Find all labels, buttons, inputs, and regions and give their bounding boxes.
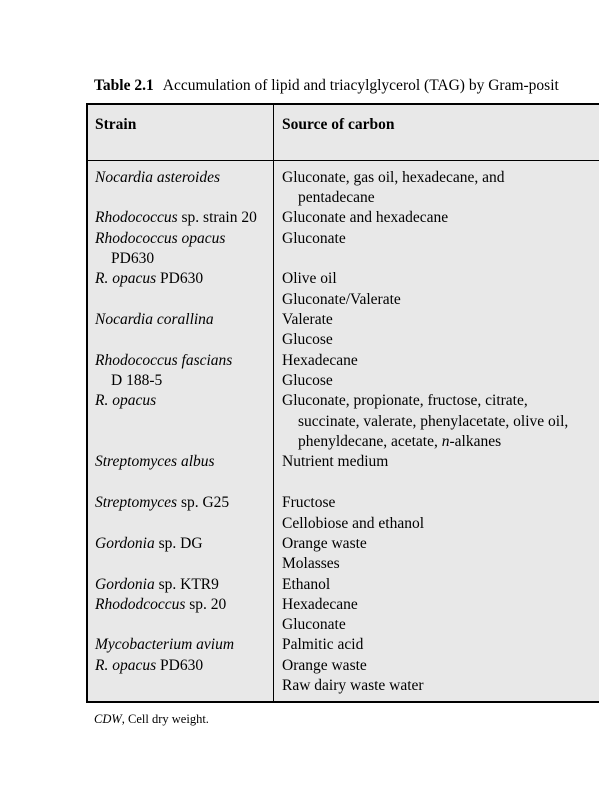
source-cell: Palmitic acid — [282, 636, 364, 653]
caption-text: Accumulation of lipid and triacylglycerol (TAG) by Gram-posit — [162, 77, 559, 94]
source-cell: Valerate — [282, 311, 333, 328]
source-cell: Cellobiose and ethanol — [282, 515, 425, 532]
source-cell: Glucose — [282, 372, 333, 389]
strain-cell: Rhododcoccus sp. 20 — [95, 596, 227, 613]
strain-cell: R. opacus PD630 — [95, 270, 204, 287]
source-cell: Fructose — [282, 494, 336, 511]
strain-cell: Mycobacterium avium — [95, 636, 235, 653]
source-cell: Gluconate, gas oil, hexadecane, and — [282, 169, 505, 186]
strain-cell: Rhodococcus fascians — [95, 352, 233, 369]
strain-cell: Streptomyces sp. G25 — [95, 494, 230, 511]
source-cell: Gluconate/Valerate — [282, 291, 401, 308]
source-cell: Gluconate, propionate, fructose, citrate, — [282, 392, 528, 409]
source-cell: Olive oil — [282, 270, 337, 287]
source-cell: Orange waste — [282, 657, 367, 674]
source-cell: Gluconate — [282, 230, 346, 247]
strain-cell: Rhodococcus sp. strain 20 — [95, 209, 257, 226]
source-cell: Hexadecane — [282, 352, 358, 369]
column-rule — [273, 103, 274, 703]
source-cell: Hexadecane — [282, 596, 358, 613]
strain-cell: PD630 — [111, 250, 155, 267]
strain-cell: Gordonia sp. KTR9 — [95, 576, 219, 593]
source-cell: phenyldecane, acetate, n-alkanes — [298, 433, 502, 450]
header-rule — [86, 160, 599, 161]
table-caption — [94, 77, 559, 95]
strain-cell: Gordonia sp. DG — [95, 535, 203, 552]
strain-cell: Nocardia asteroides — [95, 169, 220, 186]
source-cell: Raw dairy waste water — [282, 677, 424, 694]
strain-cell: Rhodococcus opacus — [95, 230, 226, 247]
strain-cell: D 188-5 — [111, 372, 163, 389]
source-cell: pentadecane — [298, 189, 375, 206]
source-cell: Ethanol — [282, 576, 331, 593]
source-cell: Nutrient medium — [282, 453, 389, 470]
strain-cell: R. opacus — [95, 392, 157, 409]
source-cell: succinate, valerate, phenylacetate, olive oil, — [298, 413, 569, 430]
source-cell: Molasses — [282, 555, 340, 572]
footnote: CDW, Cell dry weight. — [94, 712, 209, 726]
source-cell: Gluconate and hexadecane — [282, 209, 449, 226]
strain-cell: R. opacus PD630 — [95, 657, 204, 674]
caption-label: Table 2.1 — [94, 77, 154, 94]
header-source: Source of carbon — [282, 116, 395, 133]
strain-cell: Nocardia corallina — [95, 311, 214, 328]
strain-cell: Streptomyces albus — [95, 453, 215, 470]
source-cell: Glucose — [282, 331, 333, 348]
source-cell: Gluconate — [282, 616, 346, 633]
source-cell: Orange waste — [282, 535, 367, 552]
header-strain: Strain — [95, 116, 137, 133]
